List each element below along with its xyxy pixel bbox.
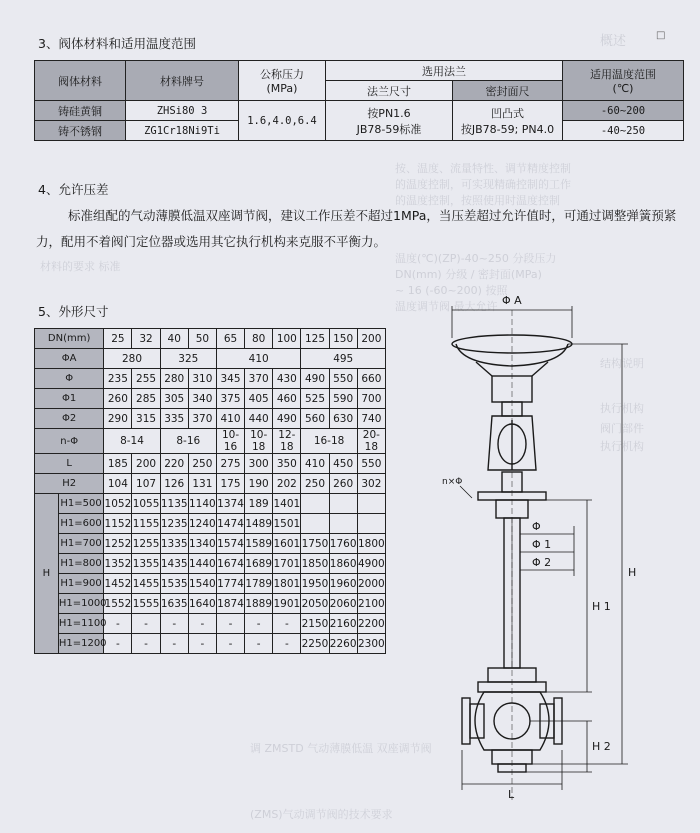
H2-cell: 260 [329, 474, 357, 494]
flange-line-1: 按PN1.6 [367, 106, 411, 120]
header-pressure [239, 61, 326, 101]
h-cell: 1760 [329, 534, 357, 554]
label-L: L [508, 788, 515, 801]
h-row [35, 554, 386, 574]
dn-cell: 32 [132, 329, 160, 349]
phi2-cell: 335 [160, 409, 188, 429]
document-page: 概述 按、温度、流量特性、调节精度控制 的温度控制，可实现精确控制的工作 的温度控制，按照使用时温度控制 温度(℃)(ZP)-40~250 分段压力 DN(mm) 分级 / 密封面(MPa) ~ 16 (-60~200) 按照 温度调节阀 最大允许 结构说明 执行机构 阀门部件 执行机构 材料的要求 标准 调 ZMSTD 气动薄膜低温 双座调节阀 (ZMS)气动调节阀的技术要求 3、阀体材料和适用温度范围 阀体材料 材料牌号 公称压力 (MPa) 选用法兰 适用温度范围 (℃) 法兰尺寸 密封面尺 铸硅黄铜 ZHSi80 3 1.6,4.0,6.4 按PN1.6 JB78-59标准 凹凸式 按JB78-59; PN4.0 -60~200 铸不锈钢 ZG1Cr18Ni9Ti -40~250 4、允许压差 标准组配的气动薄膜低温双座调节阀，建议工作压差不超过1MPa，当压差超过允许值时，可通过调整弹簧预紧力，配用不着阀门定位器或选用其它执行机构来克服不平衡力。 5、外形尺寸 DN(mm) 25 32 40 50 65 80 100 125 150 200 ΦA 280 325 410 495 Φ 235 255 280 310 345 370 430 490 550 660 Φ1 260 285 305 340 375 405 460 525 590 700 Φ2 290 315 335 370 410 440 490 560 630 740 n-Φ 8-14 8-16 10-16 10-18 12-18 16-18 20-18 L 185 200 220 250 275 300 350 410 450 550 H2 104 107 126 131 175 190 202 250 260 302 H H1=500 1052 1055 1135 1140 1374 189 1401 H1=600 1152 1155 1235 1240 1474 1489 1501 H1=700 1252 1255 1335 1340 1574 1589 1601 1750 1760 1800 H1=800 1352 1355 1435 1440 1674 1689 1701 1850 1860 4900 H1=900 1452 1455 1535 1540 1774 1789 1801 1950 1960 2000 H1=1000 1552 1555 1635 1640 1874 1889 1901 2050 2060 2100 H1=1100 - - - - - - - 2150 2160 2200 H1=1200 - - - - - - - 2250 2260 2300 Φ A n×Φ Φ Φ 1 Φ 2 H H 1 H 2 L □ [0, 0, 700, 833]
header-flange-size: 法兰尺寸 [326, 81, 453, 101]
phi-cell: 345 [216, 369, 244, 389]
L-cell: 550 [357, 454, 385, 474]
phi1-cell: 285 [132, 389, 160, 409]
h-cell: - [104, 634, 132, 654]
L-cell: 410 [301, 454, 329, 474]
temp-cell: -60~200 [563, 101, 684, 121]
h-row [35, 634, 386, 654]
grade-cell: ZHSi80 3 [126, 101, 239, 121]
seal-face-cell [453, 101, 563, 141]
L-cell: 450 [329, 454, 357, 474]
h-cell: - [160, 634, 188, 654]
h-cell: 1474 [216, 514, 244, 534]
temp-cell: -40~250 [563, 121, 684, 141]
row-label: ΦA [35, 349, 104, 369]
h-cell: 1860 [329, 554, 357, 574]
header-grade: 材料牌号 [126, 61, 239, 101]
phiA-cell: 325 [160, 349, 216, 369]
h-cell: 1352 [104, 554, 132, 574]
L-cell: 275 [216, 454, 244, 474]
dn-cell: 150 [329, 329, 357, 349]
label-H: H [628, 566, 637, 579]
h1-label: H1=600 [58, 514, 104, 534]
h-cell: - [188, 614, 216, 634]
L-cell: 220 [160, 454, 188, 474]
h-cell: 1789 [245, 574, 273, 594]
h-cell [301, 514, 329, 534]
dn-cell: 65 [216, 329, 244, 349]
row-label: DN(mm) [35, 329, 104, 349]
phi-cell: 490 [301, 369, 329, 389]
phi2-cell: 315 [132, 409, 160, 429]
nphi-cell: 16-18 [301, 429, 357, 454]
h-cell: 1960 [329, 574, 357, 594]
h-cell: 1055 [132, 494, 160, 514]
L-cell: 350 [273, 454, 301, 474]
dn-cell: 125 [301, 329, 329, 349]
h-cell: 189 [245, 494, 273, 514]
dn-cell: 80 [245, 329, 273, 349]
h-cell: 1701 [273, 554, 301, 574]
dn-cell: 40 [160, 329, 188, 349]
h-row [35, 594, 386, 614]
phi1-cell: 525 [301, 389, 329, 409]
h-cell: 1950 [301, 574, 329, 594]
h-cell: 1501 [273, 514, 301, 534]
h-cell: 1489 [245, 514, 273, 534]
L-cell: 250 [188, 454, 216, 474]
phi1-cell: 700 [357, 389, 385, 409]
h-cell: - [216, 614, 244, 634]
seal-line-1: 凹凸式 [491, 106, 524, 120]
H2-cell: 250 [301, 474, 329, 494]
h-cell: - [132, 614, 160, 634]
header-pressure-label: 公称压力 [260, 68, 304, 81]
page-corner-mark: □ [656, 30, 666, 41]
row-label: n-Φ [35, 429, 104, 454]
nphi-row [35, 429, 386, 454]
h-cell: 1252 [104, 534, 132, 554]
phiA-cell: 410 [216, 349, 300, 369]
phi1-cell: 305 [160, 389, 188, 409]
L-row [35, 454, 386, 474]
h-cell: 1435 [160, 554, 188, 574]
phi2-cell: 410 [216, 409, 244, 429]
H2-cell: 126 [160, 474, 188, 494]
phi-cell: 255 [132, 369, 160, 389]
row-label: L [35, 454, 104, 474]
h-cell: 1455 [132, 574, 160, 594]
h-cell: 1635 [160, 594, 188, 614]
nphi-cell: 8-16 [160, 429, 216, 454]
h-cell: - [245, 614, 273, 634]
nphi-cell: 12-18 [273, 429, 301, 454]
h-cell: 1240 [188, 514, 216, 534]
phi2-row [35, 409, 386, 429]
h-cell [357, 494, 385, 514]
h-cell: 1152 [104, 514, 132, 534]
h-cell: 1889 [245, 594, 273, 614]
h-cell: - [104, 614, 132, 634]
flange-size-cell [326, 101, 453, 141]
section-5-title: 5、外形尺寸 [38, 304, 109, 319]
dimension-table [34, 328, 386, 654]
h-cell: 2050 [301, 594, 329, 614]
h-cell [301, 494, 329, 514]
material-temperature-table [34, 60, 684, 141]
phi-cell: 280 [160, 369, 188, 389]
phiA-cell: 280 [104, 349, 160, 369]
h-cell: 1452 [104, 574, 132, 594]
h-cell: - [132, 634, 160, 654]
header-flange: 选用法兰 [326, 61, 563, 81]
label-H2: H 2 [592, 740, 611, 753]
phi-cell: 370 [245, 369, 273, 389]
phi2-cell: 560 [301, 409, 329, 429]
H2-cell: 131 [188, 474, 216, 494]
dn-cell: 50 [188, 329, 216, 349]
h-row [35, 534, 386, 554]
h-cell: 1335 [160, 534, 188, 554]
H2-cell: 175 [216, 474, 244, 494]
phi2-cell: 290 [104, 409, 132, 429]
h1-label: H1=500 [58, 494, 104, 514]
h-cell: 1235 [160, 514, 188, 534]
h-cell: 1052 [104, 494, 132, 514]
h-row [35, 514, 386, 534]
h-cell: 2000 [357, 574, 385, 594]
h-cell: 1801 [273, 574, 301, 594]
h-cell: 1535 [160, 574, 188, 594]
h-cell: 1874 [216, 594, 244, 614]
row-label: Φ1 [35, 389, 104, 409]
h-cell: 1552 [104, 594, 132, 614]
h1-label: H1=800 [58, 554, 104, 574]
phi2-cell: 440 [245, 409, 273, 429]
L-cell: 185 [104, 454, 132, 474]
phi-cell: 235 [104, 369, 132, 389]
h-cell: 1255 [132, 534, 160, 554]
label-phi: Φ [532, 520, 541, 533]
phi2-cell: 740 [357, 409, 385, 429]
phi-cell: 310 [188, 369, 216, 389]
row-label: Φ2 [35, 409, 104, 429]
seal-line-2: 按JB78-59; PN4.0 [460, 122, 555, 136]
nphi-cell: 8-14 [104, 429, 160, 454]
section-3-title: 3、阀体材料和适用温度范围 [38, 36, 196, 51]
h-cell [329, 494, 357, 514]
h-cell: 1401 [273, 494, 301, 514]
h-cell: - [273, 634, 301, 654]
H2-row [35, 474, 386, 494]
row-label: Φ [35, 369, 104, 389]
nphi-cell: 20-18 [357, 429, 385, 454]
h-cell: 1555 [132, 594, 160, 614]
phi2-cell: 630 [329, 409, 357, 429]
H2-cell: 107 [132, 474, 160, 494]
h-cell: 1135 [160, 494, 188, 514]
phi-cell: 430 [273, 369, 301, 389]
phiA-cell: 495 [301, 349, 386, 369]
H2-cell: 302 [357, 474, 385, 494]
h-cell [357, 514, 385, 534]
h1-label: H1=1100 [58, 614, 104, 634]
h-cell: 1750 [301, 534, 329, 554]
dn-row [35, 329, 386, 349]
h-row [35, 614, 386, 634]
dn-cell: 200 [357, 329, 385, 349]
H2-cell: 104 [104, 474, 132, 494]
header-pressure-unit: (MPa) [266, 82, 298, 95]
label-phi2: Φ 2 [532, 556, 552, 569]
header-temp-label: 适用温度范围 [590, 68, 656, 81]
h-cell: 1340 [188, 534, 216, 554]
h-cell: 2160 [329, 614, 357, 634]
phi1-cell: 340 [188, 389, 216, 409]
dn-cell: 25 [104, 329, 132, 349]
h-cell: 2250 [301, 634, 329, 654]
dn-cell: 100 [273, 329, 301, 349]
h-cell: 1155 [132, 514, 160, 534]
valve-outline-drawing [392, 280, 692, 815]
H2-cell: 190 [245, 474, 273, 494]
phiA-row [35, 349, 386, 369]
h-cell: 1140 [188, 494, 216, 514]
h-cell: 2300 [357, 634, 385, 654]
phi-cell: 660 [357, 369, 385, 389]
h-cell: 1689 [245, 554, 273, 574]
h1-label: H1=700 [58, 534, 104, 554]
phi2-cell: 490 [273, 409, 301, 429]
section-4-title: 4、允许压差 [38, 182, 109, 197]
phi-row [35, 369, 386, 389]
phi1-row [35, 389, 386, 409]
h-cell: 1674 [216, 554, 244, 574]
nphi-cell: 10-18 [245, 429, 273, 454]
h-cell: 1774 [216, 574, 244, 594]
grade-cell: ZG1Cr18Ni9Ti [126, 121, 239, 141]
phi1-cell: 260 [104, 389, 132, 409]
h-cell: - [188, 634, 216, 654]
phi1-cell: 405 [245, 389, 273, 409]
material-cell: 铸不锈钢 [35, 121, 126, 141]
h-cell [329, 514, 357, 534]
label-phiA: Φ A [502, 294, 522, 307]
h-cell: 2100 [357, 594, 385, 614]
nphi-cell: 10-16 [216, 429, 244, 454]
h-cell: - [216, 634, 244, 654]
h1-label: H1=900 [58, 574, 104, 594]
h-cell: 1800 [357, 534, 385, 554]
H2-cell: 202 [273, 474, 301, 494]
phi-cell: 550 [329, 369, 357, 389]
h1-label: H1=1000 [58, 594, 104, 614]
L-cell: 300 [245, 454, 273, 474]
h-cell: 2260 [329, 634, 357, 654]
material-cell: 铸硅黄铜 [35, 101, 126, 121]
h-row [35, 574, 386, 594]
h-cell: 1440 [188, 554, 216, 574]
h-cell: 1574 [216, 534, 244, 554]
label-phi1: Φ 1 [532, 538, 552, 551]
phi1-cell: 460 [273, 389, 301, 409]
header-temp [563, 61, 684, 101]
row-label: H2 [35, 474, 104, 494]
section-4-text: 标准组配的气动薄膜低温双座调节阀，建议工作压差不超过1MPa，当压差超过允许值时，可通过调整弹簧预紧力，配用不着阀门定位器或选用其它执行机构来克服不平衡力。 [36, 208, 677, 249]
h-cell: 1355 [132, 554, 160, 574]
h-cell: - [160, 614, 188, 634]
phi1-cell: 590 [329, 389, 357, 409]
phi1-cell: 375 [216, 389, 244, 409]
flange-line-2: JB78-59标准 [356, 122, 422, 136]
h-row [35, 494, 386, 514]
h-cell: 1540 [188, 574, 216, 594]
header-temp-unit: (℃) [612, 82, 634, 95]
h-cell: 2150 [301, 614, 329, 634]
pressure-cell: 1.6,4.0,6.4 [239, 101, 326, 141]
h-cell: 1589 [245, 534, 273, 554]
h-cell: 2060 [329, 594, 357, 614]
phi2-cell: 370 [188, 409, 216, 429]
h-group-label: H [35, 494, 59, 654]
label-H1: H 1 [592, 600, 611, 613]
h-cell: 1850 [301, 554, 329, 574]
header-seal-face: 密封面尺 [453, 81, 563, 101]
h-cell: - [273, 614, 301, 634]
h-cell: 1901 [273, 594, 301, 614]
h-cell: 1640 [188, 594, 216, 614]
L-cell: 200 [132, 454, 160, 474]
h-cell: 1601 [273, 534, 301, 554]
header-body-material: 阀体材料 [35, 61, 126, 101]
label-nphi: n×Φ [442, 477, 463, 487]
h1-label: H1=1200 [58, 634, 104, 654]
h-cell: 1374 [216, 494, 244, 514]
h-cell: 2200 [357, 614, 385, 634]
h-cell: - [245, 634, 273, 654]
h-cell: 4900 [357, 554, 385, 574]
